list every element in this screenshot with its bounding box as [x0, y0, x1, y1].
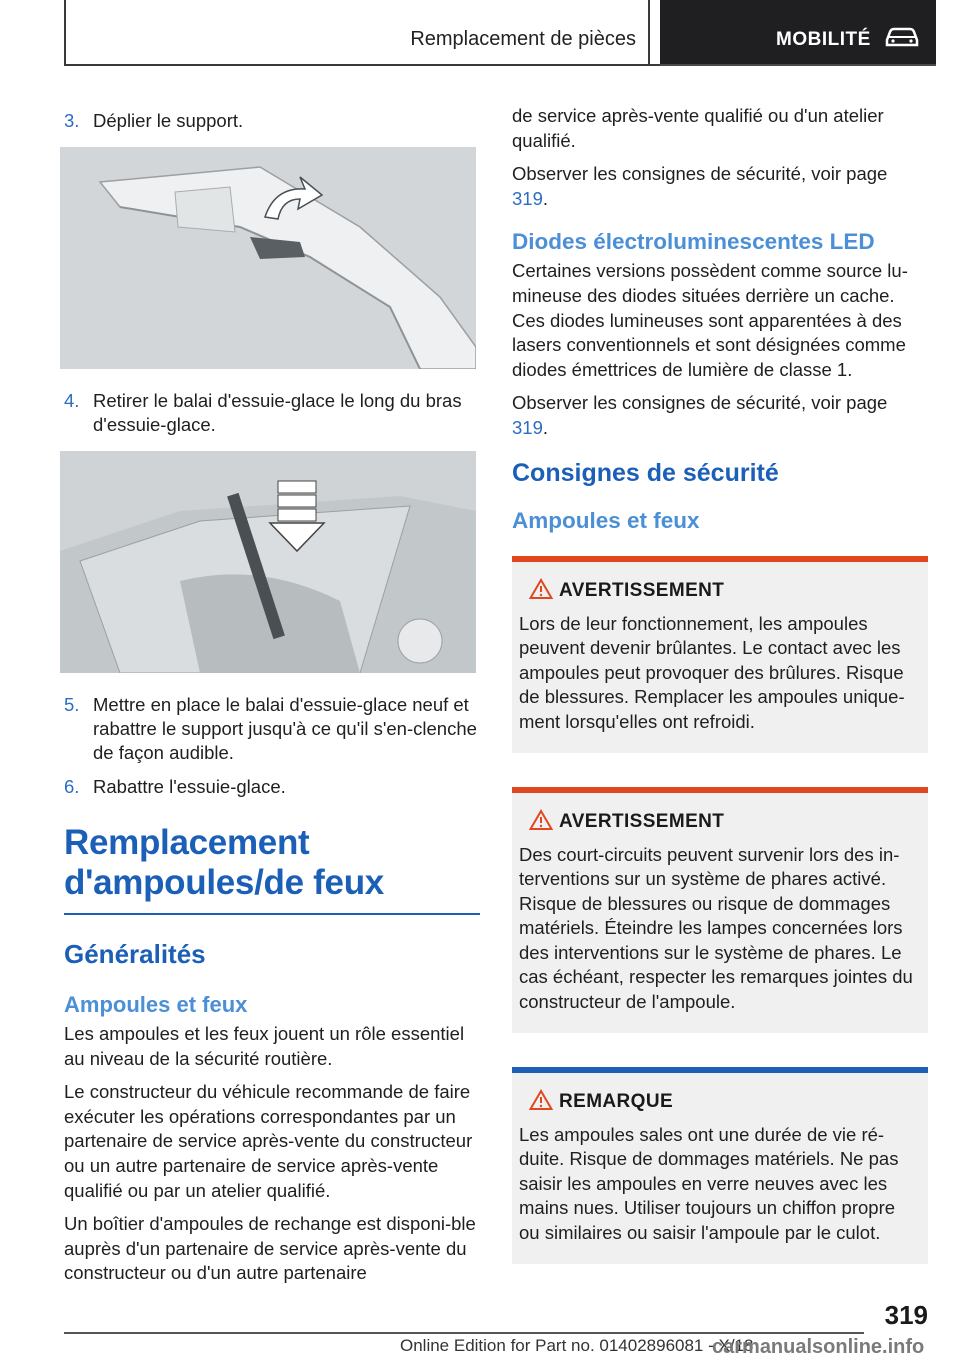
heading-consignes: Consignes de sécurité [512, 458, 779, 487]
warning-title: AVERTISSEMENT [559, 810, 725, 832]
warning-text: Des court-circuits peuvent survenir lors des in-terventions sur un système de phares activé. Risque de blessures ou risque de dommages matériels. Éteindre les lampes concernées lors des interventions sur le système de phares. Le cas échéant, respecter les remarques jointes du constructeur de l'ampoule. [519, 843, 913, 1013]
heading-led: Diodes électroluminescentes LED [512, 229, 875, 255]
warning-triangle-icon [529, 1089, 553, 1116]
warning-box [512, 787, 928, 1033]
observe-suffix: . [542, 187, 549, 209]
warning-bar [512, 787, 928, 793]
notice-box [512, 1067, 928, 1264]
observe-text: Observer les consignes de sécurité, voir page [512, 163, 888, 185]
paragraph-role: Les ampoules et les feux jouent un rôle essentiel au niveau de la sécurité routière. [64, 1023, 465, 1069]
observe-text: Observer les consignes de sécurité, voir page [512, 392, 888, 414]
warning-triangle-icon [529, 578, 553, 605]
header-rule-left [64, 0, 66, 66]
figure-wiper-blade-removal [60, 451, 476, 673]
figure-wiper-support [60, 147, 476, 369]
section-title: Remplacement de pièces [410, 28, 636, 50]
warning-triangle-icon [529, 809, 553, 836]
notice-text: Les ampoules sales ont une durée de vie ré-duite. Risque de dommages matériels. Ne pas saisir les ampoules en verre neuves avec les mains nues. Utiliser toujours un chiffon propre ou similaires ou saisir l'ampoule par le culot. [519, 1123, 899, 1244]
warning-bar [512, 556, 928, 562]
warning-title: AVERTISSEMENT [559, 579, 725, 601]
paragraph-continuation: de service après-vente qualifié ou d'un atelier qualifié. [512, 105, 884, 151]
step-number: 3. [64, 110, 80, 131]
step-text: Rabattre l'essuie-glace. [93, 776, 286, 797]
chapter-tab[interactable] [660, 0, 936, 66]
page-link[interactable]: 319 [512, 416, 543, 438]
step-number: 5. [64, 694, 80, 715]
edition-text: Online Edition for Part no. 01402896081 - X/18 [400, 1336, 754, 1355]
page-number: 319 [884, 1300, 928, 1330]
chapter-heading-line2: d'ampoules/de feux [64, 863, 384, 902]
step-5 [64, 693, 480, 765]
step-text: Mettre en place le balai d'essuie-glace neuf et rabattre le support jusqu'à ce qu'il s'en-clenche de façon audible. [93, 694, 477, 763]
step-4 [64, 389, 480, 437]
paragraph-boitier: Un boîtier d'ampoules de rechange est disponi-ble auprès d'un partenaire de service après-vente du constructeur ou d'un autre partenaire [64, 1213, 476, 1284]
chapter-tab-label: MOBILITÉ [776, 29, 871, 50]
paragraph-observe-1 [512, 162, 928, 211]
right-column [512, 96, 928, 1264]
notice-title: REMARQUE [559, 1090, 674, 1112]
step-3 [64, 109, 480, 133]
header-underline [64, 64, 660, 66]
observe-suffix: . [542, 416, 549, 438]
step-number: 4. [64, 390, 80, 411]
heading-generalites: Généralités [64, 939, 206, 969]
paragraph-constructeur: Le constructeur du véhicule recommande de faire exécuter les opérations correspondantes par un partenaire de service après-vente du constructeur ou un autre partenaire de service après-vente qualifié ou par un atelier qualifié. [64, 1081, 473, 1201]
warning-box [512, 556, 928, 753]
footer-rule [64, 1332, 864, 1334]
notice-bar [512, 1067, 928, 1073]
watermark: carmanualsonline.info [712, 1336, 925, 1358]
step-number: 6. [64, 776, 80, 797]
warning-text: Lors de leur fonctionnement, les ampoules peuvent devenir brûlantes. Le contact avec les ampoules peut provoquer des brûlures. Risque de blessures. Remplacer les ampoules unique-ment lorsqu'elles ont refroidi. [519, 612, 905, 732]
step-text: Retirer le balai d'essuie-glace le long du bras d'essuie-glace. [93, 390, 462, 435]
chapter-heading [64, 823, 480, 915]
left-column [64, 96, 480, 1286]
paragraph-led: Certaines versions possèdent comme source lu-mineuse des diodes situées derrière un cache. Ces diodes lumineuses sont apparentées à des lasers conventionnels et sont désignées comme diodes émettrices de lumière de classe 1. [512, 260, 908, 380]
step-text: Déplier le support. [93, 110, 244, 131]
chapter-heading-line1: Remplacement [64, 823, 310, 862]
car-icon [884, 26, 920, 53]
header-rule-mid [648, 0, 650, 66]
page-link[interactable]: 319 [512, 187, 543, 209]
step-6 [64, 775, 480, 799]
paragraph-observe-2 [512, 391, 928, 440]
heading-ampoules-et-feux-right: Ampoules et feux [512, 507, 700, 533]
heading-ampoules-et-feux: Ampoules et feux [64, 992, 248, 1017]
